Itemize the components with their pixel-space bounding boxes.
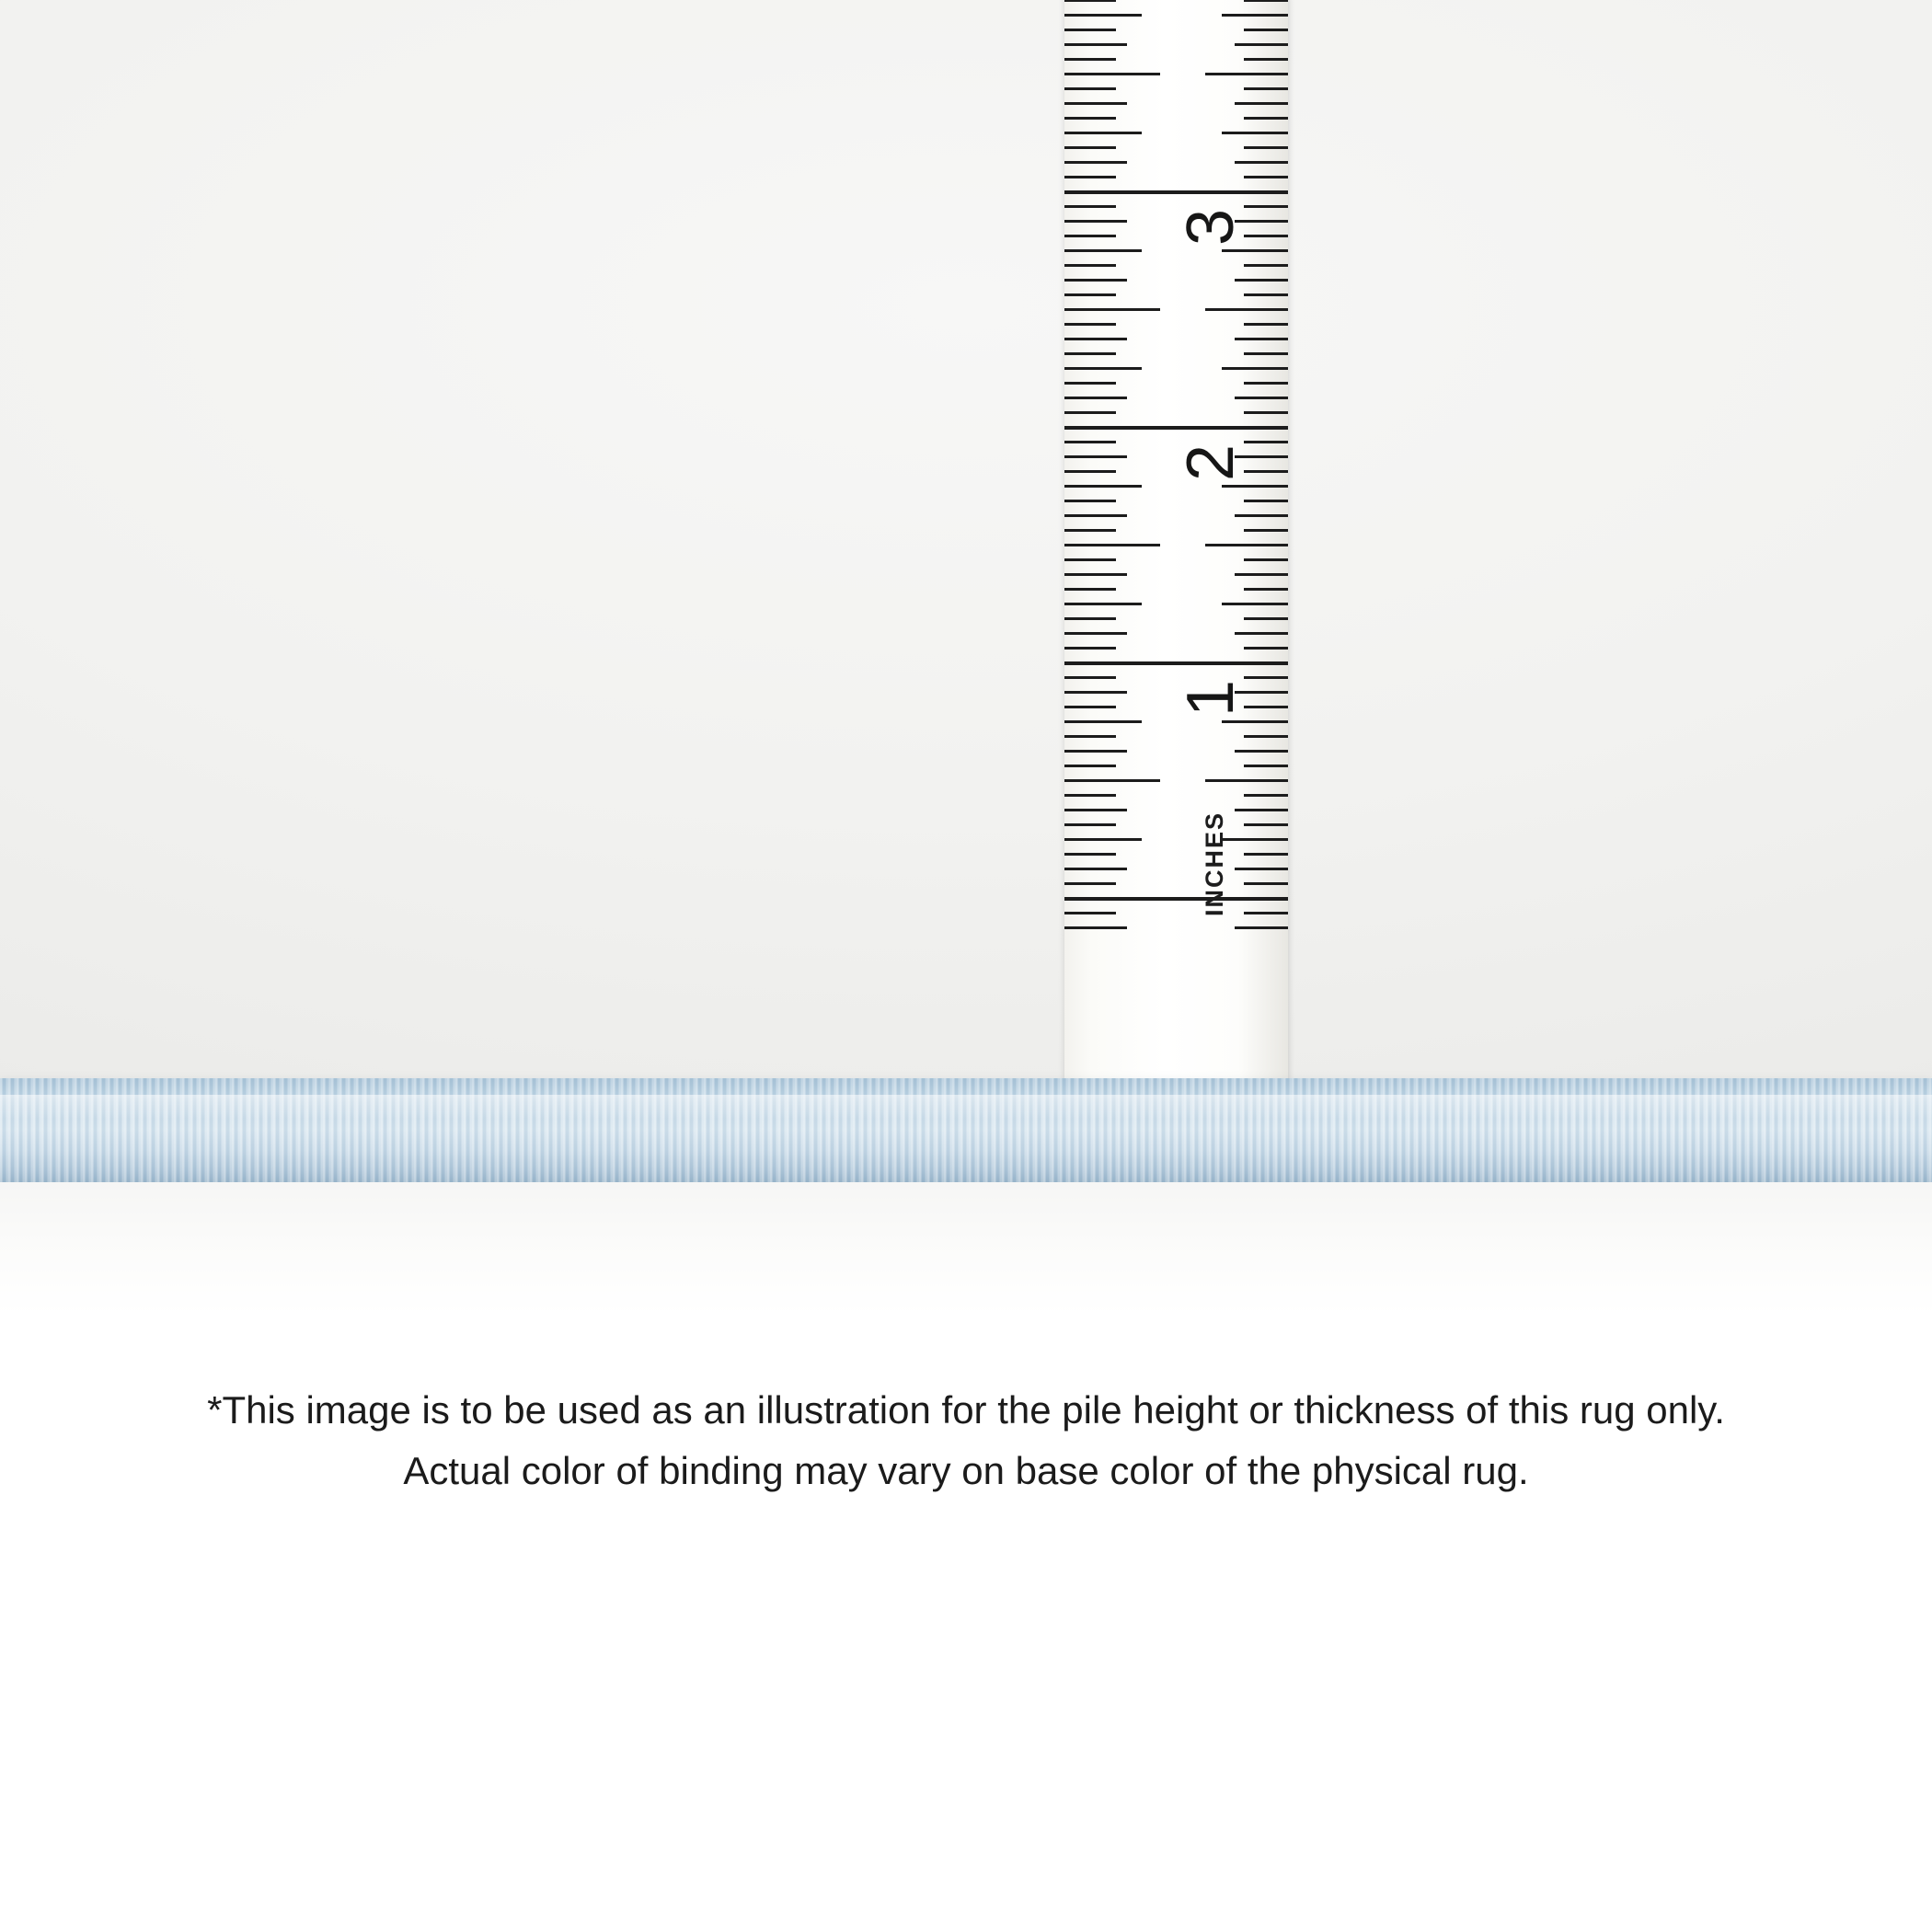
ruler-tick bbox=[1244, 706, 1288, 708]
ruler-tick bbox=[1244, 0, 1288, 2]
ruler-tick bbox=[1064, 558, 1116, 561]
ruler-tick bbox=[1235, 338, 1288, 340]
ruler-tick bbox=[1064, 0, 1116, 2]
ruler-tick bbox=[1064, 897, 1191, 901]
ruler-tick bbox=[1064, 926, 1127, 929]
ruler-tick bbox=[1205, 73, 1288, 75]
ruler-tick bbox=[1205, 544, 1288, 546]
ruler-tick bbox=[1235, 102, 1288, 105]
ruler-tick bbox=[1064, 293, 1116, 296]
ruler-tick bbox=[1064, 691, 1127, 694]
disclaimer-caption bbox=[0, 1380, 1932, 1501]
ruler-tick bbox=[1064, 720, 1142, 723]
ruler-tick bbox=[1235, 573, 1288, 576]
ruler-tick bbox=[1064, 29, 1116, 31]
ruler-tick bbox=[1064, 853, 1116, 856]
caption-line-2: Actual color of binding may vary on base color of the physical rug. bbox=[403, 1449, 1529, 1492]
ruler-tick bbox=[1064, 367, 1142, 370]
ruler-tick bbox=[1222, 485, 1288, 488]
ruler-tick bbox=[1244, 117, 1288, 120]
ruler-tick bbox=[1244, 352, 1288, 355]
ruler-tick bbox=[1064, 617, 1116, 620]
ruler-tick bbox=[1064, 573, 1127, 576]
ruler-tick bbox=[1064, 220, 1127, 223]
ruler-tick bbox=[1222, 838, 1288, 841]
ruler-tick bbox=[1244, 58, 1288, 61]
ruler-tick bbox=[1064, 706, 1116, 708]
ruler-tick bbox=[1179, 190, 1288, 194]
caption-line-1: *This image is to be used as an illustration for the pile height or thickness of this rug only. bbox=[207, 1388, 1725, 1432]
ruler-tick bbox=[1064, 632, 1127, 635]
ruler-tick bbox=[1064, 441, 1116, 443]
ruler-tick bbox=[1235, 397, 1288, 399]
ruler-tick bbox=[1235, 514, 1288, 517]
ruler-tick bbox=[1244, 500, 1288, 502]
ruler-tick bbox=[1244, 264, 1288, 267]
ruler-tick bbox=[1179, 897, 1288, 901]
ruler-tick bbox=[1244, 293, 1288, 296]
ruler-tick bbox=[1064, 205, 1116, 208]
ruler-tick bbox=[1064, 338, 1127, 340]
rug-binding-edge bbox=[0, 1078, 1932, 1185]
ruler-tick bbox=[1064, 43, 1127, 46]
ruler-tick bbox=[1244, 441, 1288, 443]
ruler-tick bbox=[1064, 352, 1116, 355]
ruler-tick bbox=[1244, 470, 1288, 473]
ruler-tick bbox=[1064, 176, 1116, 178]
ruler-tick bbox=[1244, 411, 1288, 414]
ruler-tick bbox=[1064, 382, 1116, 385]
ruler-tick bbox=[1179, 661, 1288, 665]
ruler-tick bbox=[1064, 190, 1191, 194]
ruler-tick bbox=[1064, 823, 1116, 826]
ruler-tick bbox=[1064, 676, 1116, 679]
ruler-tick bbox=[1064, 485, 1142, 488]
ruler-tick bbox=[1064, 323, 1116, 326]
ruler-tick bbox=[1244, 176, 1288, 178]
ruler-tick bbox=[1064, 838, 1142, 841]
photo-floor-surface bbox=[0, 1182, 1932, 1316]
ruler-tick bbox=[1222, 720, 1288, 723]
ruler-tick bbox=[1064, 73, 1160, 75]
ruler-tick bbox=[1064, 14, 1142, 17]
ruler-tick bbox=[1244, 382, 1288, 385]
ruler-tick bbox=[1064, 750, 1127, 753]
ruler-number-2: 2 bbox=[1174, 443, 1248, 481]
ruler-number-1: 1 bbox=[1174, 679, 1248, 717]
ruler-tick bbox=[1064, 765, 1116, 767]
ruler-tick bbox=[1064, 426, 1191, 430]
ruler-tick bbox=[1064, 308, 1160, 311]
ruler-tick bbox=[1235, 750, 1288, 753]
ruler-tick bbox=[1064, 132, 1142, 134]
ruler-tick bbox=[1222, 14, 1288, 17]
ruler-tick bbox=[1222, 603, 1288, 605]
ruler-tick bbox=[1064, 735, 1116, 738]
ruler-tick bbox=[1244, 765, 1288, 767]
ruler-tick bbox=[1064, 882, 1116, 885]
ruler-tick bbox=[1064, 809, 1127, 811]
ruler-tick bbox=[1064, 500, 1116, 502]
ruler-tick bbox=[1064, 661, 1191, 665]
ruler-tick bbox=[1235, 279, 1288, 282]
ruler-tick bbox=[1244, 529, 1288, 532]
ruler-tick bbox=[1235, 868, 1288, 870]
ruler-tick bbox=[1244, 323, 1288, 326]
ruler-tick bbox=[1064, 514, 1127, 517]
ruler-tick bbox=[1064, 647, 1116, 650]
ruler-tick bbox=[1064, 529, 1116, 532]
ruler-tick bbox=[1064, 779, 1160, 782]
ruler-tick bbox=[1235, 43, 1288, 46]
ruler-tick bbox=[1244, 588, 1288, 591]
ruler-tick bbox=[1244, 794, 1288, 797]
ruler-tick bbox=[1064, 397, 1127, 399]
ruler-tick bbox=[1064, 588, 1116, 591]
ruler-tick bbox=[1244, 146, 1288, 149]
ruler-tick bbox=[1064, 146, 1116, 149]
ruler-tick bbox=[1064, 161, 1127, 164]
ruler-tick bbox=[1064, 235, 1116, 237]
ruler-tick bbox=[1244, 823, 1288, 826]
ruler-tick bbox=[1205, 308, 1288, 311]
ruler-tick bbox=[1064, 455, 1127, 458]
ruler-tick bbox=[1064, 249, 1142, 252]
ruler-tick bbox=[1064, 544, 1160, 546]
ruler-ticks bbox=[1064, 0, 1288, 1179]
ruler-tick bbox=[1244, 617, 1288, 620]
ruler-tick bbox=[1244, 558, 1288, 561]
ruler-tick bbox=[1064, 279, 1127, 282]
ruler-tick bbox=[1064, 87, 1116, 90]
ruler-tick bbox=[1244, 235, 1288, 237]
ruler bbox=[1064, 0, 1288, 1179]
ruler-tick bbox=[1244, 853, 1288, 856]
ruler-tick bbox=[1235, 926, 1288, 929]
ruler-tick bbox=[1222, 367, 1288, 370]
ruler-tick bbox=[1064, 264, 1116, 267]
ruler-tick bbox=[1064, 470, 1116, 473]
ruler-tick bbox=[1235, 161, 1288, 164]
ruler-tick bbox=[1064, 868, 1127, 870]
ruler-tick bbox=[1244, 647, 1288, 650]
ruler-tick bbox=[1064, 117, 1116, 120]
ruler-tick bbox=[1222, 249, 1288, 252]
ruler-tick bbox=[1244, 882, 1288, 885]
ruler-tick bbox=[1244, 29, 1288, 31]
ruler-tick bbox=[1064, 603, 1142, 605]
ruler-tick bbox=[1222, 132, 1288, 134]
ruler-tick bbox=[1244, 87, 1288, 90]
ruler-number-3: 3 bbox=[1174, 208, 1248, 246]
ruler-tick bbox=[1064, 794, 1116, 797]
ruler-tick bbox=[1244, 676, 1288, 679]
ruler-tick bbox=[1244, 205, 1288, 208]
ruler-tick bbox=[1064, 58, 1116, 61]
ruler-unit-label: INCHES bbox=[1201, 811, 1228, 916]
ruler-tick bbox=[1205, 779, 1288, 782]
ruler-tick bbox=[1244, 735, 1288, 738]
ruler-tick bbox=[1235, 632, 1288, 635]
ruler-tick bbox=[1179, 426, 1288, 430]
ruler-tick bbox=[1064, 912, 1116, 914]
ruler-tick bbox=[1064, 102, 1127, 105]
ruler-tick bbox=[1064, 411, 1116, 414]
ruler-tick bbox=[1244, 912, 1288, 914]
ruler-tick bbox=[1235, 809, 1288, 811]
